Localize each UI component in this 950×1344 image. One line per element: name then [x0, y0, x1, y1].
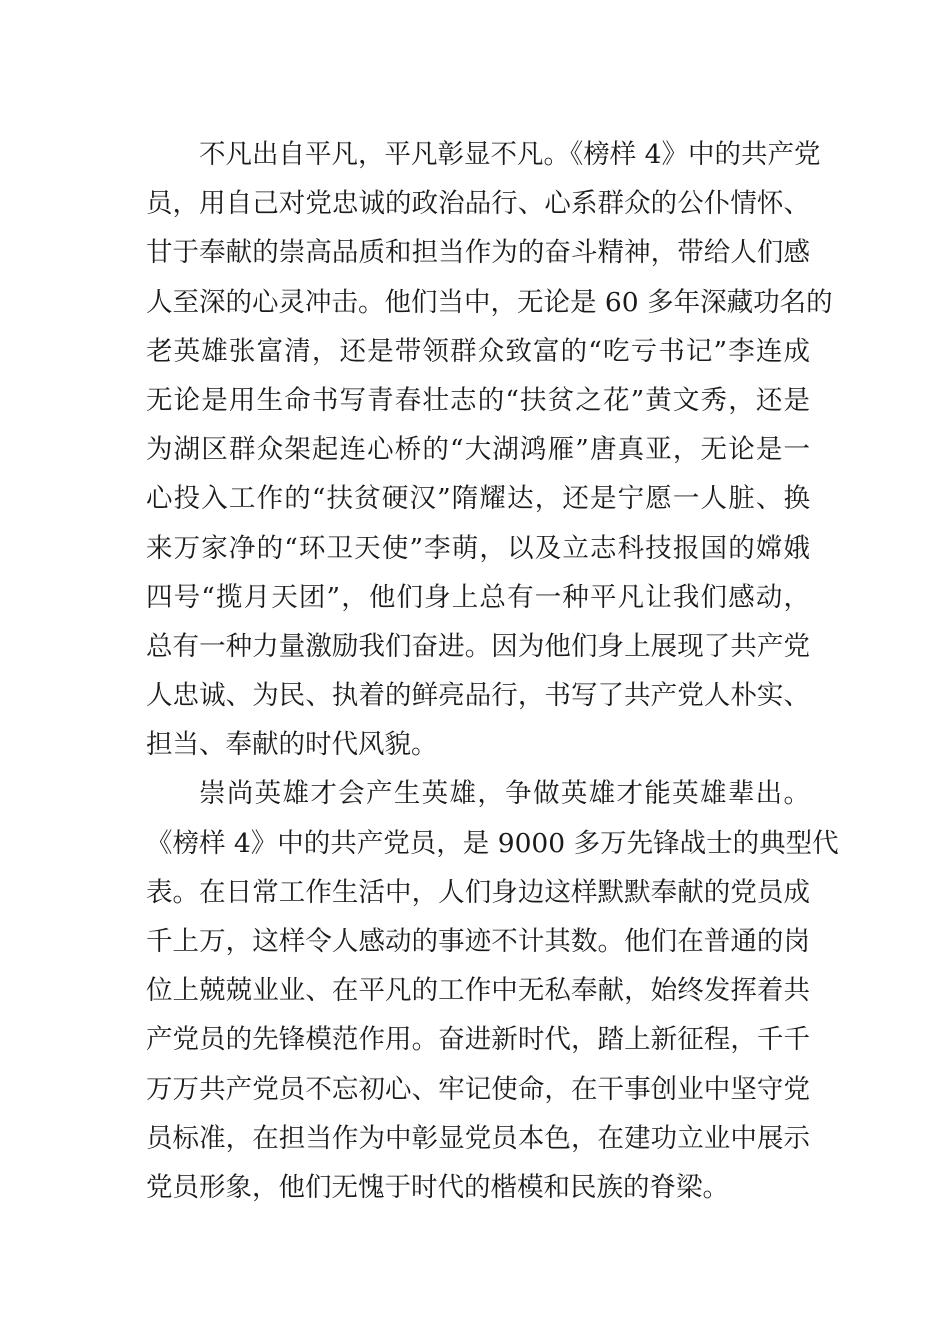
text-line: 员，用自己对党忠诚的政治品行、心系群众的公仆情怀、 — [146, 188, 810, 220]
paragraph-2 — [146, 769, 839, 1212]
text-line: 总有一种力量激励我们奋进。因为他们身上展现了共产党 — [146, 630, 810, 662]
text-line: 四号“揽月天团”，他们身上总有一种平凡让我们感动， — [146, 581, 810, 613]
text-line: 甘于奉献的崇高品质和担当作为的奋斗精神，带给人们感 — [146, 237, 810, 269]
body-text — [146, 130, 839, 1212]
text-line: 万万共产党员不忘初心、牢记使命，在干事创业中坚守党 — [146, 1073, 810, 1105]
text-line: 为湖区群众架起连心桥的“大湖鸿雁”唐真亚，无论是一 — [146, 434, 810, 466]
text-line: 心投入工作的“扶贫硬汉”隋耀达，还是宁愿一人脏、换 — [146, 483, 810, 515]
text-line: 千上万，这样令人感动的事迹不计其数。他们在普通的岗 — [146, 926, 810, 957]
text-line: 员标准，在担当作为中彰显党员本色，在建功立业中展示 — [146, 1122, 810, 1154]
text-line: 无论是用生命书写青春壮志的“扶贫之花”黄文秀，还是 — [146, 384, 810, 416]
text-line: 老英雄张富清，还是带领群众致富的“吃亏书记”李连成 — [146, 335, 810, 367]
paragraph-1 — [146, 130, 833, 769]
text-line: 《榜样 4》中的共产党员，是 9000 多万先锋战士的典型代 — [146, 827, 839, 859]
text-line: 党员形象，他们无愧于时代的楷模和民族的脊梁。 — [146, 1171, 729, 1203]
text-line: 不凡出自平凡，平凡彰显不凡。《榜样 4》中的共产党 — [199, 139, 821, 170]
text-line: 崇尚英雄才会产生英雄，争做英雄才能英雄辈出。 — [199, 778, 810, 810]
text-line: 表。在日常工作生活中，人们身边这样默默奉献的党员成 — [146, 876, 810, 908]
text-line: 人忠诚、为民、执着的鲜亮品行，书写了共产党人朴实、 — [146, 680, 810, 712]
text-line: 人至深的心灵冲击。他们当中，无论是 60 多年深藏功名的 — [146, 286, 833, 318]
text-line: 位上兢兢业业、在平凡的工作中无私奉献，始终发挥着共 — [146, 975, 810, 1007]
text-line: 担当、奉献的时代风貌。 — [146, 729, 438, 761]
text-line: 来万家净的“环卫天使”李萌，以及立志科技报国的嫦娥 — [146, 532, 810, 564]
text-line: 产党员的先锋模范作用。奋进新时代，踏上新征程，千千 — [146, 1024, 810, 1056]
